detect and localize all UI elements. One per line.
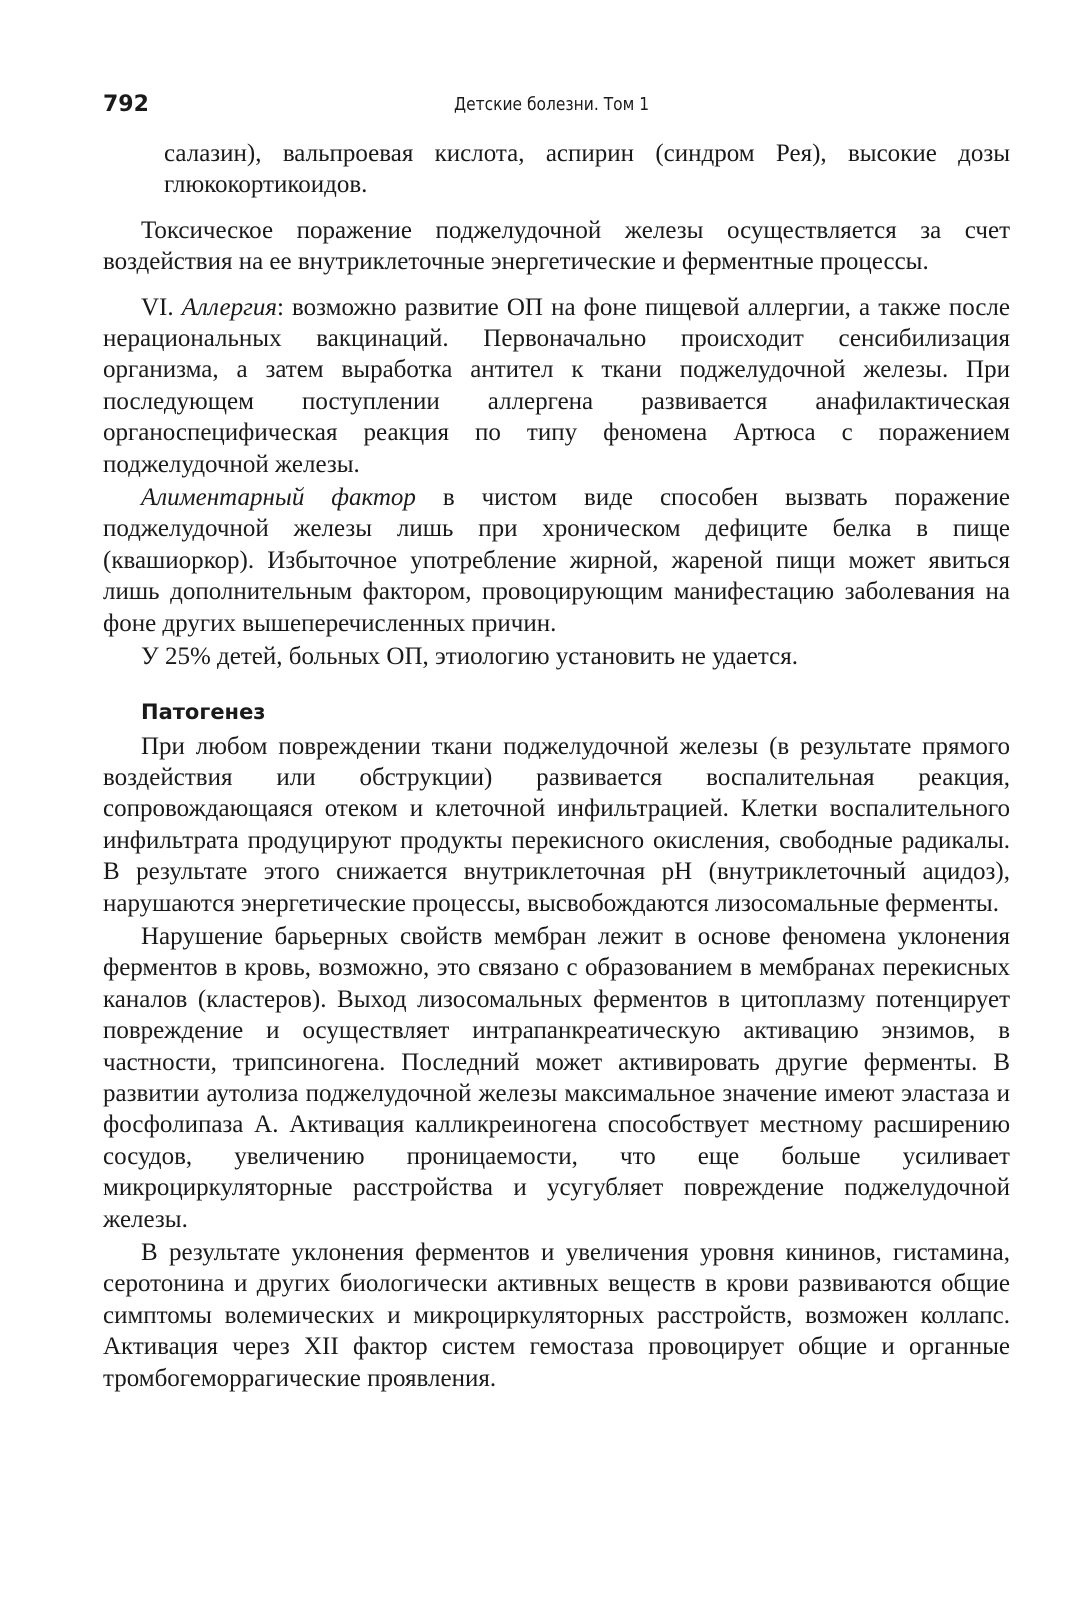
paragraph-toxic-damage: Токсическое поражение поджелудочной железы осуществляется за счет воздействия на ее внутриклеточные энергетические и ферментные процессы. [103,216,1010,276]
alimentary-text: в чистом виде способен вызвать поражение поджелудочной железы лишь при хроническом дефиците белка в пище (квашиоркор). Избыточное употребление жирной, жареной пищи может явиться лишь дополнительным фактором, провоцирующим манифестацию заболевания на фоне других вышеперечисленных причин. [103,484,1010,637]
paragraph-pathogenesis-membranes: Нарушение барьерных свойств мембран лежит в основе феномена уклонения ферментов в кровь, возможно, это связано с образованием в мембранах перекисных каналов (кластеров). Выход лизосомальных ферментов в цитоплазму потенцирует повреждение и осуществляет интрапанкреатическую активацию энзимов, в частности, трипсиногена. Последний может активировать другие ферменты. В развитии аутолиза поджелудочной железы максимальное значение имеют эластаза и фосфолипаза А. Активация калликреиногена способствует местному расширению сосудов, увеличению проницаемости, что еще больше усиливает микроциркуляторные расстройства и усугубляет повреждение поджелудочной железы. [103,922,1010,1233]
section-heading-pathogenesis: Патогенез [141,699,266,724]
paragraph-alimentary [103,482,1010,639]
paragraph-pathogenesis-inflammation: При любом повреждении ткани поджелудочной железы (в результате прямого воздействия или обструкции) развивается воспалительная реакция, сопровождающаяся отеком и клеточной инфильтрацией. Клетки воспалительного инфильтрата продуцируют продукты перекисного окисления, свободные радикалы. В результате этого снижается внутриклеточная рН (внутриклеточный ацидоз), нарушаются энергетические процессы, высвобождаются лизосомальные ферменты. [103,732,1010,917]
running-title: Детские болезни. Том 1 [454,94,650,115]
paragraph-continuation: салазин), вальпроевая кислота, аспирин (синдром Рея), высокие дозы глюкокортикоидов. [164,140,1010,199]
paragraph-pathogenesis-systemic: В результате уклонения ферментов и увеличения уровня кининов, гистамина, серотонина и других биологически активных веществ в крови развиваются общие симптомы волемических и микроциркуляторных расстройств, возможен коллапс. Активация через XII фактор систем гемостаза провоцирует общие и органные тромбогеморрагические проявления. [103,1239,1010,1392]
page-number: 792 [103,92,149,117]
paragraph-etiology-unknown: У 25% детей, больных ОП, этиологию установить не удается. [141,643,798,671]
alimentary-term: Алиментарный фактор [141,484,416,512]
page-body [103,138,1010,1394]
page-header [103,88,1010,122]
allergy-numeral: VI. [141,293,174,321]
allergy-term: Аллергия [181,293,277,321]
paragraph-allergy [103,292,1010,480]
allergy-text: : возможно развитие ОП на фоне пищевой аллергии, а также после нерациональных вакцинаций. Первоначально происходит сенсибилизация организма, а затем выработка антител к ткани поджелудочной железы. При последующем поступлении аллергена развивается анафилактическая органоспецифическая реакция по типу феномена Артюса с поражением поджелудочной железы. [103,293,1010,478]
